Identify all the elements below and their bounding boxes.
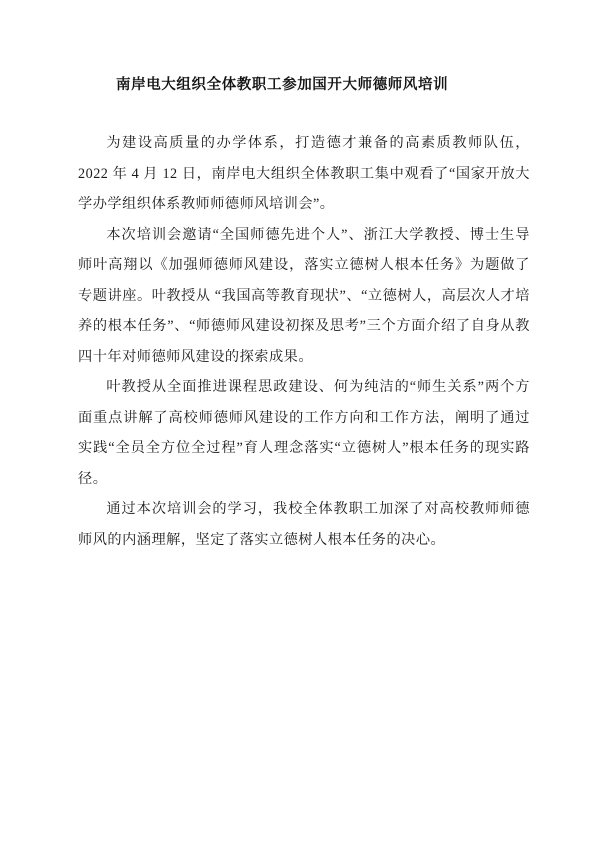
paragraph: 为建设高质量的办学体系，打造德才兼备的高素质教师队伍，2022 年 4 月 12 日，南岸电大组织全体教职工集中观看了“国家开放大学办学组织体系教师师德师风培训会”。 xyxy=(78,135,530,212)
paragraph: 本次培训会邀请“全国师德先进个人”、浙江大学教授、博士生导师叶高翔以《加强师德师风建设，落实立德树人根本任务》为题做了专题讲座。叶教授从 “我国高等教育现状”、“立德树人，高层次人才培养的根本任务”、“师德师风建设初探及思考”三个方面介绍了自身从教四十年对师德师风建设的探索成果。 xyxy=(78,226,530,365)
document-body xyxy=(78,128,530,555)
paragraph: 通过本次培训会的学习，我校全体教职工加深了对高校教师师德师风的内涵理解，坚定了落实立德树人根本任务的决心。 xyxy=(78,501,530,548)
page-title: 南岸电大组织全体教职工参加国开大师德师风培训 xyxy=(116,77,449,93)
paragraph: 叶教授从全面推进课程思政建设、何为纯洁的“师生关系”两个方面重点讲解了高校师德师风建设的工作方向和工作方法，阐明了通过实践“全员全方位全过程”育人理念落实“立德树人”根本任务的现实路径。 xyxy=(78,379,530,487)
document-content xyxy=(78,70,530,555)
